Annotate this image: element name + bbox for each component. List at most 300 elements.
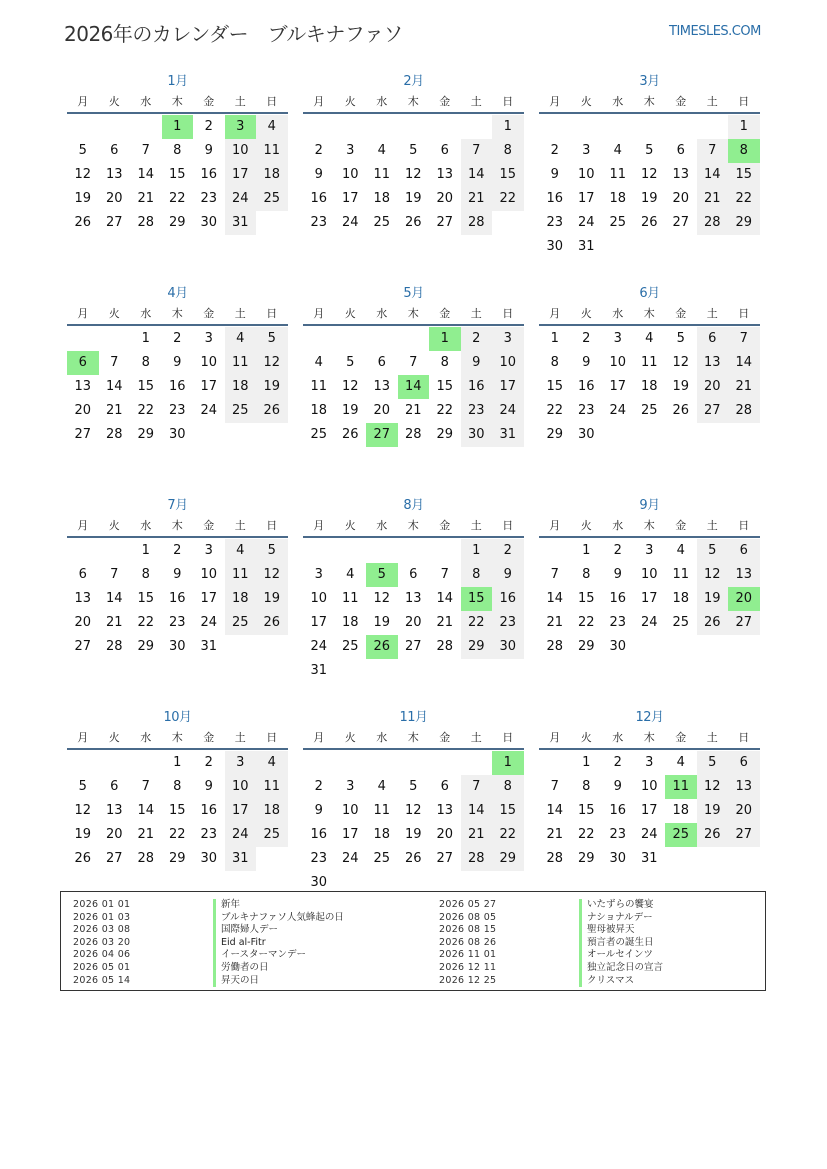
weekday-header <box>67 516 288 538</box>
day-cell: 2 <box>613 543 622 558</box>
day-cell: 24 <box>577 215 595 230</box>
day-cell: 31 <box>225 847 257 871</box>
day-cell: 12 <box>74 803 92 818</box>
holiday-name: いたずらの饗宴 <box>579 899 654 912</box>
day-cell: 4 <box>377 143 386 158</box>
empty-cell <box>697 115 729 139</box>
day-cell: 29 <box>492 847 524 871</box>
day-cell: 16 <box>200 167 218 182</box>
weekday-label: 月 <box>549 731 561 744</box>
holiday-name: 聖母被昇天 <box>579 924 635 937</box>
holiday-day-cell: 1 <box>162 115 194 139</box>
day-cell: 24 <box>225 823 257 847</box>
month-name: 1月 <box>167 74 188 89</box>
day-cell: 30 <box>546 239 564 254</box>
day-cell: 7 <box>409 355 418 370</box>
day-cell: 20 <box>74 403 92 418</box>
weekday-label: 木 <box>171 307 183 320</box>
day-cell: 4 <box>225 539 257 563</box>
day-cell: 21 <box>546 827 564 842</box>
day-cell: 23 <box>310 215 328 230</box>
empty-cell <box>303 539 335 563</box>
day-cell: 2 <box>314 779 323 794</box>
day-cell: 27 <box>74 639 92 654</box>
day-cell: 20 <box>697 375 729 399</box>
day-grid <box>67 327 288 447</box>
day-cell: 15 <box>546 379 564 394</box>
day-cell: 14 <box>137 167 155 182</box>
weekday-label: 日 <box>266 731 278 744</box>
holiday-date: 2026 11 01 <box>439 949 497 961</box>
day-cell: 7 <box>461 775 493 799</box>
empty-cell <box>335 539 367 563</box>
day-cell: 17 <box>492 375 524 399</box>
holiday-day-cell: 26 <box>366 635 398 659</box>
month-name: 11月 <box>399 710 428 725</box>
day-cell: 22 <box>577 615 595 630</box>
day-cell: 20 <box>105 827 123 842</box>
day-cell: 23 <box>168 403 186 418</box>
empty-cell <box>429 751 461 775</box>
day-cell: 21 <box>436 615 454 630</box>
day-cell: 7 <box>728 327 760 351</box>
empty-cell <box>366 539 398 563</box>
day-cell: 18 <box>373 191 391 206</box>
day-cell: 1 <box>582 755 591 770</box>
weekday-label: 月 <box>77 519 89 532</box>
day-cell: 13 <box>697 351 729 375</box>
day-grid <box>303 115 524 235</box>
weekday-header <box>67 728 288 750</box>
day-cell: 18 <box>640 379 658 394</box>
day-cell: 29 <box>168 851 186 866</box>
day-cell: 1 <box>492 115 524 139</box>
day-cell: 15 <box>137 591 155 606</box>
day-cell: 4 <box>613 143 622 158</box>
day-cell: 12 <box>404 167 422 182</box>
day-cell: 24 <box>200 615 218 630</box>
day-grid <box>67 751 288 871</box>
weekday-label: 水 <box>376 307 388 320</box>
day-grid <box>539 115 760 259</box>
month-5 <box>303 284 524 447</box>
day-cell: 11 <box>373 803 391 818</box>
day-cell: 20 <box>404 615 422 630</box>
holiday-item <box>73 924 344 937</box>
day-cell: 4 <box>225 327 257 351</box>
day-cell: 25 <box>373 215 391 230</box>
day-cell: 4 <box>346 567 355 582</box>
day-cell: 18 <box>672 591 690 606</box>
weekday-label: 火 <box>580 519 592 532</box>
day-cell: 5 <box>78 779 87 794</box>
empty-cell <box>602 115 634 139</box>
day-cell: 18 <box>225 375 257 399</box>
empty-cell <box>366 327 398 351</box>
holiday-day-cell: 1 <box>492 751 524 775</box>
day-cell: 13 <box>436 803 454 818</box>
holiday-item <box>439 937 663 950</box>
weekday-label: 月 <box>77 307 89 320</box>
day-cell: 3 <box>346 143 355 158</box>
holiday-date: 2026 05 14 <box>73 974 131 986</box>
day-cell: 23 <box>168 615 186 630</box>
day-cell: 6 <box>440 779 449 794</box>
weekday-label: 金 <box>439 519 451 532</box>
day-cell: 9 <box>204 143 213 158</box>
day-cell: 26 <box>404 851 422 866</box>
day-cell: 18 <box>225 587 257 611</box>
day-cell: 2 <box>173 331 182 346</box>
day-cell: 11 <box>256 139 288 163</box>
weekday-label: 火 <box>344 731 356 744</box>
weekday-label: 土 <box>706 731 718 744</box>
day-cell: 19 <box>404 191 422 206</box>
day-cell: 3 <box>492 327 524 351</box>
day-cell: 5 <box>346 355 355 370</box>
day-cell: 4 <box>676 543 685 558</box>
day-cell: 14 <box>461 163 493 187</box>
day-cell: 6 <box>676 143 685 158</box>
day-cell: 22 <box>461 611 493 635</box>
day-cell: 25 <box>373 851 391 866</box>
day-cell: 15 <box>492 163 524 187</box>
empty-cell <box>99 327 131 351</box>
day-cell: 17 <box>310 615 328 630</box>
day-cell: 6 <box>728 539 760 563</box>
day-cell: 12 <box>672 355 690 370</box>
day-cell: 1 <box>582 543 591 558</box>
day-cell: 2 <box>550 143 559 158</box>
day-cell: 29 <box>137 427 155 442</box>
weekday-label: 火 <box>580 731 592 744</box>
weekday-label: 日 <box>738 731 750 744</box>
month-name: 5月 <box>403 286 424 301</box>
weekday-label: 日 <box>266 307 278 320</box>
empty-cell <box>571 115 603 139</box>
empty-cell <box>366 115 398 139</box>
day-cell: 4 <box>314 355 323 370</box>
holiday-item <box>439 912 663 925</box>
day-cell: 26 <box>672 403 690 418</box>
day-cell: 11 <box>310 379 328 394</box>
day-grid <box>67 115 288 235</box>
weekday-header <box>539 92 760 114</box>
day-cell: 15 <box>137 379 155 394</box>
weekday-label: 木 <box>407 307 419 320</box>
weekday-header <box>303 516 524 538</box>
day-cell: 18 <box>310 403 328 418</box>
weekday-label: 火 <box>580 95 592 108</box>
month-name: 10月 <box>163 710 192 725</box>
day-cell: 27 <box>697 399 729 423</box>
day-cell: 8 <box>461 563 493 587</box>
empty-cell <box>303 751 335 775</box>
day-cell: 4 <box>676 755 685 770</box>
day-cell: 19 <box>697 799 729 823</box>
holiday-name: 国際婦人デー <box>213 924 278 937</box>
weekday-label: 金 <box>203 307 215 320</box>
day-cell: 18 <box>256 163 288 187</box>
weekday-header <box>67 92 288 114</box>
weekday-label: 金 <box>439 731 451 744</box>
day-cell: 7 <box>440 567 449 582</box>
day-cell: 2 <box>204 119 213 134</box>
day-cell: 16 <box>546 191 564 206</box>
day-cell: 26 <box>697 611 729 635</box>
holiday-name: 独立記念日の宣言 <box>579 962 663 975</box>
weekday-header <box>303 304 524 326</box>
day-cell: 3 <box>645 543 654 558</box>
weekday-label: 土 <box>706 95 718 108</box>
day-cell: 16 <box>310 191 328 206</box>
day-cell: 12 <box>373 591 391 606</box>
day-cell: 11 <box>341 591 359 606</box>
day-cell: 26 <box>256 399 288 423</box>
day-cell: 26 <box>256 611 288 635</box>
holiday-name: 預言者の誕生日 <box>579 937 654 950</box>
day-cell: 14 <box>436 591 454 606</box>
day-cell: 22 <box>436 403 454 418</box>
day-cell: 19 <box>341 403 359 418</box>
day-cell: 13 <box>74 379 92 394</box>
holiday-day-cell: 3 <box>225 115 257 139</box>
holiday-name: クリスマス <box>579 975 634 988</box>
day-cell: 23 <box>200 191 218 206</box>
day-cell: 31 <box>225 211 257 235</box>
day-cell: 16 <box>492 587 524 611</box>
day-cell: 5 <box>256 327 288 351</box>
holiday-item <box>73 937 344 950</box>
holiday-date: 2026 01 03 <box>73 911 131 923</box>
day-cell: 18 <box>373 827 391 842</box>
day-cell: 8 <box>492 775 524 799</box>
day-cell: 28 <box>105 639 123 654</box>
day-cell: 12 <box>341 379 359 394</box>
day-cell: 22 <box>168 827 186 842</box>
day-grid <box>303 327 524 447</box>
day-cell: 10 <box>200 355 218 370</box>
day-cell: 27 <box>105 215 123 230</box>
empty-cell <box>67 539 99 563</box>
month-6 <box>539 284 760 447</box>
day-cell: 28 <box>697 211 729 235</box>
day-cell: 2 <box>173 543 182 558</box>
day-cell: 2 <box>492 539 524 563</box>
weekday-label: 日 <box>502 731 514 744</box>
day-cell: 8 <box>550 355 559 370</box>
day-cell: 17 <box>341 191 359 206</box>
day-grid <box>67 539 288 659</box>
month-11 <box>303 708 524 895</box>
day-cell: 1 <box>550 331 559 346</box>
weekday-label: 土 <box>470 731 482 744</box>
day-cell: 26 <box>640 215 658 230</box>
holiday-name: ナショナルデー <box>579 912 653 925</box>
day-cell: 11 <box>256 775 288 799</box>
holiday-name: Eid al-Fitr <box>213 937 266 950</box>
day-cell: 27 <box>728 611 760 635</box>
weekday-label: 金 <box>203 519 215 532</box>
day-cell: 19 <box>373 615 391 630</box>
day-cell: 2 <box>204 755 213 770</box>
day-cell: 7 <box>461 139 493 163</box>
day-cell: 20 <box>436 827 454 842</box>
day-cell: 19 <box>74 827 92 842</box>
day-cell: 17 <box>640 591 658 606</box>
weekday-label: 月 <box>313 307 325 320</box>
day-cell: 18 <box>672 803 690 818</box>
day-cell: 25 <box>609 215 627 230</box>
weekday-label: 月 <box>549 307 561 320</box>
day-cell: 25 <box>256 187 288 211</box>
day-cell: 22 <box>168 191 186 206</box>
day-cell: 22 <box>546 403 564 418</box>
day-cell: 19 <box>672 379 690 394</box>
weekday-label: 土 <box>234 95 246 108</box>
day-cell: 3 <box>613 331 622 346</box>
empty-cell <box>335 327 367 351</box>
weekday-label: 火 <box>344 519 356 532</box>
day-cell: 10 <box>225 139 257 163</box>
day-cell: 5 <box>409 779 418 794</box>
holiday-day-cell: 6 <box>67 351 99 375</box>
day-cell: 5 <box>697 539 729 563</box>
empty-cell <box>130 115 162 139</box>
day-cell: 14 <box>697 163 729 187</box>
weekday-label: 日 <box>738 307 750 320</box>
day-cell: 25 <box>672 615 690 630</box>
holiday-date: 2026 01 01 <box>73 899 131 910</box>
empty-cell <box>335 115 367 139</box>
site-logo[interactable]: TIMESLES.COM <box>669 24 761 39</box>
day-cell: 5 <box>256 539 288 563</box>
day-cell: 22 <box>577 827 595 842</box>
day-cell: 11 <box>373 167 391 182</box>
day-cell: 23 <box>310 851 328 866</box>
day-cell: 27 <box>436 851 454 866</box>
month-2 <box>303 72 524 235</box>
weekday-label: 木 <box>643 731 655 744</box>
day-cell: 13 <box>404 591 422 606</box>
day-cell: 7 <box>141 143 150 158</box>
day-cell: 5 <box>676 331 685 346</box>
day-cell: 26 <box>697 823 729 847</box>
day-grid <box>539 327 760 447</box>
holiday-item <box>73 899 344 912</box>
day-cell: 22 <box>492 823 524 847</box>
weekday-label: 土 <box>470 307 482 320</box>
day-cell: 10 <box>640 567 658 582</box>
month-9 <box>539 496 760 659</box>
empty-cell <box>398 539 430 563</box>
day-cell: 9 <box>314 803 323 818</box>
weekday-label: 水 <box>140 731 152 744</box>
empty-cell <box>99 751 131 775</box>
day-cell: 15 <box>168 803 186 818</box>
holiday-date: 2026 12 11 <box>439 961 497 973</box>
day-cell: 13 <box>728 563 760 587</box>
day-cell: 12 <box>640 167 658 182</box>
day-cell: 2 <box>613 755 622 770</box>
day-cell: 25 <box>225 399 257 423</box>
holiday-day-cell: 15 <box>461 587 493 611</box>
empty-cell <box>461 751 493 775</box>
day-cell: 16 <box>310 827 328 842</box>
month-8 <box>303 496 524 683</box>
day-cell: 22 <box>492 187 524 211</box>
day-cell: 16 <box>609 803 627 818</box>
weekday-label: 土 <box>706 307 718 320</box>
day-cell: 16 <box>461 375 493 399</box>
weekday-label: 火 <box>344 307 356 320</box>
day-cell: 13 <box>728 775 760 799</box>
day-cell: 4 <box>377 779 386 794</box>
day-cell: 12 <box>404 803 422 818</box>
day-cell: 14 <box>546 803 564 818</box>
day-cell: 18 <box>609 191 627 206</box>
weekday-label: 火 <box>108 95 120 108</box>
empty-cell <box>398 751 430 775</box>
day-cell: 18 <box>341 615 359 630</box>
day-cell: 22 <box>137 615 155 630</box>
day-cell: 18 <box>256 799 288 823</box>
day-cell: 14 <box>546 591 564 606</box>
month-7 <box>67 496 288 659</box>
month-name: 3月 <box>639 74 660 89</box>
day-cell: 28 <box>546 851 564 866</box>
day-cell: 9 <box>613 779 622 794</box>
month-3 <box>539 72 760 259</box>
month-name: 9月 <box>639 498 660 513</box>
day-cell: 30 <box>200 851 218 866</box>
empty-cell <box>665 115 697 139</box>
weekday-label: 水 <box>376 95 388 108</box>
day-cell: 13 <box>74 591 92 606</box>
day-cell: 28 <box>461 847 493 871</box>
day-cell: 15 <box>436 379 454 394</box>
holiday-day-cell: 14 <box>398 375 430 399</box>
day-cell: 7 <box>697 139 729 163</box>
day-cell: 7 <box>550 567 559 582</box>
weekday-header <box>539 728 760 750</box>
weekday-label: 木 <box>171 519 183 532</box>
day-cell: 9 <box>461 351 493 375</box>
holiday-item <box>439 899 663 912</box>
day-cell: 24 <box>640 615 658 630</box>
day-cell: 30 <box>609 639 627 654</box>
weekday-label: 金 <box>439 307 451 320</box>
day-cell: 9 <box>173 355 182 370</box>
day-cell: 17 <box>577 191 595 206</box>
day-cell: 6 <box>377 355 386 370</box>
holiday-date: 2026 08 26 <box>439 936 497 948</box>
day-cell: 23 <box>609 615 627 630</box>
day-cell: 7 <box>110 567 119 582</box>
day-cell: 22 <box>137 403 155 418</box>
day-cell: 24 <box>200 403 218 418</box>
day-cell: 13 <box>672 167 690 182</box>
holiday-day-cell: 20 <box>728 587 760 611</box>
day-cell: 8 <box>582 567 591 582</box>
day-cell: 10 <box>200 567 218 582</box>
empty-cell <box>539 751 571 775</box>
empty-cell <box>130 751 162 775</box>
day-cell: 12 <box>697 563 729 587</box>
day-cell: 11 <box>640 355 658 370</box>
holiday-day-cell: 5 <box>366 563 398 587</box>
weekday-label: 金 <box>675 519 687 532</box>
